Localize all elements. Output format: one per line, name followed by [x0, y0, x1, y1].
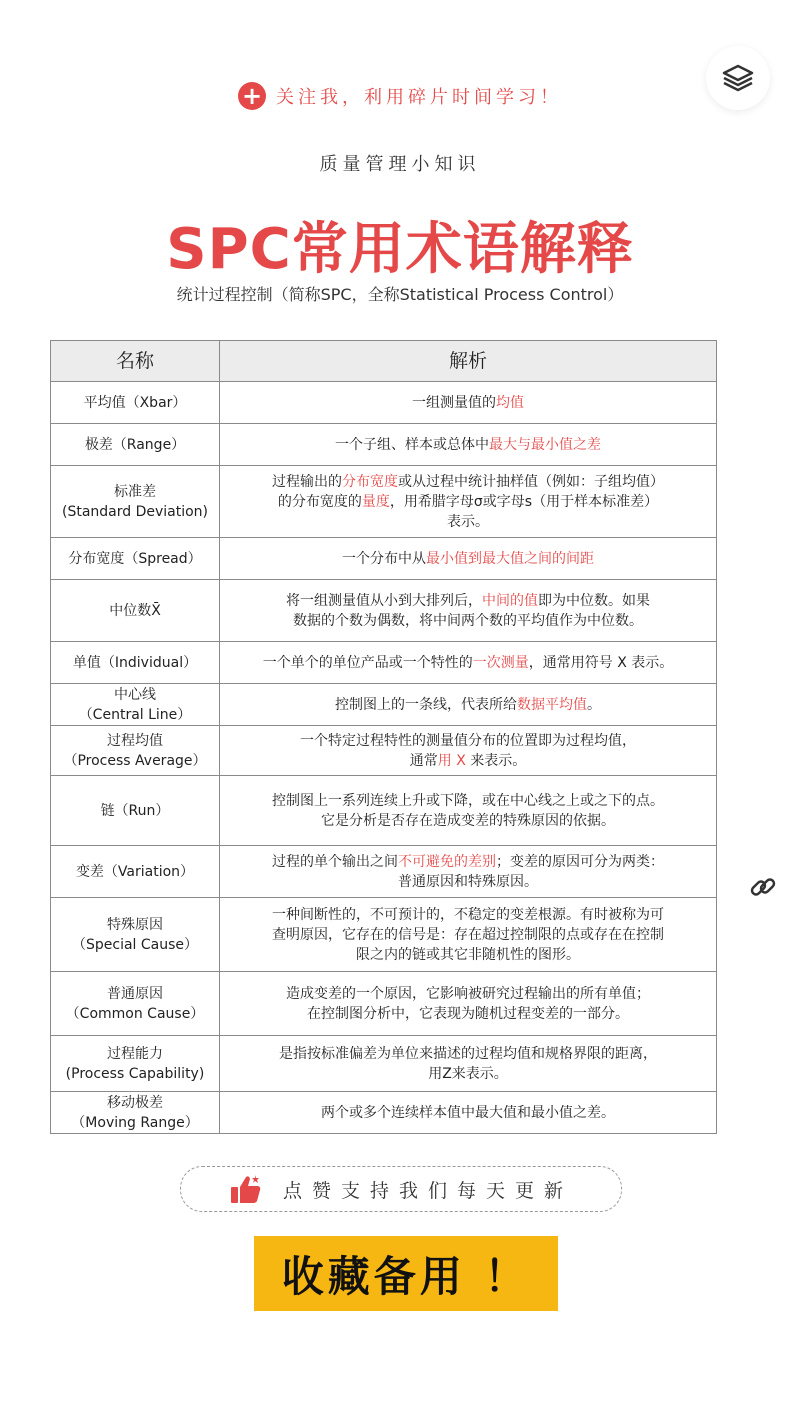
table-row [51, 1036, 717, 1092]
table-row [51, 684, 717, 726]
definition-line [226, 653, 710, 673]
definition-text: 数据的个数为偶数，将中间两个数的平均值作为中位数。 [293, 612, 643, 629]
term-name-cell [51, 846, 220, 898]
like-banner[interactable] [180, 1166, 622, 1212]
highlight-text: 一次测量 [472, 654, 529, 671]
definition-line [226, 791, 710, 811]
table-row [51, 776, 717, 846]
definition-line [226, 905, 710, 925]
term-name: （Central Line） [78, 706, 192, 723]
term-definition-cell [220, 1092, 717, 1134]
highlight-text: 最小值到最大值之间的间距 [426, 550, 594, 567]
definition-line [226, 472, 710, 492]
definition-text: 表示。 [447, 513, 489, 530]
highlight-text: 最大与最小值之差 [489, 436, 601, 453]
table-row [51, 972, 717, 1036]
page-description: 统计过程控制（简称SPC，全称Statistical Process Control） [176, 285, 624, 304]
definition-text: 一种间断性的，不可预计的，不稳定的变差根源。有时被称为可 [272, 906, 664, 923]
term-name-cell [51, 538, 220, 580]
term-name: （Moving Range） [71, 1114, 199, 1131]
definition-text: 一组测量值的 [412, 394, 496, 411]
term-definition-cell [220, 382, 717, 424]
like-text: 点赞支持我们每天更新 [282, 1179, 573, 1202]
definition-line [226, 1004, 710, 1024]
highlight-text: 分布宽度 [342, 473, 398, 490]
term-name: （Special Cause） [71, 936, 199, 953]
definition-text: 的分布宽度的 [277, 493, 362, 510]
definition-text: 通常 [409, 752, 438, 769]
term-name-cell [51, 972, 220, 1036]
table-row [51, 382, 717, 424]
definition-line [226, 945, 710, 965]
term-name: 链（Run） [100, 802, 170, 819]
term-definition-cell [220, 580, 717, 642]
term-name: 中位数X̄ [109, 602, 161, 619]
definition-line [226, 512, 710, 532]
definition-text: 控制图上一系列连续上升或下降，或在中心线之上或之下的点。 [272, 792, 664, 809]
term-definition-cell [220, 466, 717, 538]
term-name: 分布宽度（Spread） [68, 550, 202, 567]
definition-line [226, 731, 710, 751]
highlight-text: 量度 [361, 493, 390, 510]
term-definition-cell [220, 538, 717, 580]
term-name-cell [51, 642, 220, 684]
definition-line [226, 1044, 710, 1064]
term-name: 过程均值 [107, 732, 163, 749]
definition-text: 将一组测量值从小到大排列后， [286, 592, 482, 609]
term-name: (Standard Deviation) [61, 503, 209, 520]
definition-text: 用Z来表示。 [428, 1065, 508, 1082]
definition-line [226, 492, 710, 512]
definition-line [226, 1064, 710, 1084]
thumbs-up-icon [229, 1173, 263, 1205]
definition-text: 两个或多个连续样本值中最大值和最小值之差。 [321, 1104, 615, 1121]
terms-table [50, 340, 717, 1134]
definition-text: 是指按标准偏差为单位来描述的过程均值和规格界限的距离， [279, 1045, 657, 1062]
term-name-cell [51, 776, 220, 846]
term-definition-cell [220, 898, 717, 972]
term-name-cell [51, 466, 220, 538]
highlight-text: 均值 [496, 394, 524, 411]
definition-text: 过程的单个输出之间 [272, 853, 398, 870]
term-name: 标准差 [114, 483, 156, 500]
term-definition-cell [220, 726, 717, 776]
definition-text: 一个子组、样本或总体中 [335, 436, 489, 453]
term-definition-cell [220, 972, 717, 1036]
term-definition-cell [220, 424, 717, 466]
term-name: 单值（Individual） [72, 654, 198, 671]
term-name: （Process Average） [63, 752, 207, 769]
term-name: 过程能力 [107, 1045, 163, 1062]
table-row [51, 1092, 717, 1134]
definition-text: 过程输出的 [272, 473, 342, 490]
definition-text: 在控制图分析中，它表现为随机过程变差的一部分。 [307, 1005, 629, 1022]
definition-text: 即为中位数。如果 [538, 592, 650, 609]
term-name-cell [51, 1092, 220, 1134]
table-row [51, 466, 717, 538]
definition-line [226, 852, 710, 872]
table-row [51, 846, 717, 898]
table-header-row [51, 341, 717, 382]
link-icon[interactable] [748, 872, 778, 902]
definition-line [226, 393, 710, 413]
layers-icon [721, 61, 755, 95]
definition-text: 一个特定过程特性的测量值分布的位置即为过程均值， [300, 732, 636, 749]
definition-text: 查明原因，它存在的信号是：存在超过控制限的点或存在在控制 [272, 926, 664, 943]
definition-line [226, 925, 710, 945]
definition-line [226, 549, 710, 569]
definition-text: 它是分析是否存在造成变差的特殊原因的依据。 [321, 812, 615, 829]
highlight-text: 不可避免的差别 [398, 853, 496, 870]
definition-text: ；变差的原因可分为两类： [496, 853, 664, 870]
definition-text: ，用希腊字母σ或字母s（用于样本标准差） [389, 493, 659, 510]
highlight-text: 用 X [437, 752, 471, 769]
definition-text: 限之内的链或其它非随机性的图形。 [356, 946, 580, 963]
term-name: 极差（Range） [84, 436, 186, 453]
table-row [51, 424, 717, 466]
term-name: 特殊原因 [107, 916, 163, 933]
term-definition-cell [220, 776, 717, 846]
definition-text: 或从过程中统计抽样值（例如：子组均值） [398, 473, 664, 490]
table-row [51, 580, 717, 642]
definition-line [226, 811, 710, 831]
definition-text: 控制图上的一条线，代表所给 [335, 696, 517, 713]
term-definition-cell [220, 684, 717, 726]
definition-line [226, 872, 710, 892]
term-name-cell [51, 1036, 220, 1092]
term-name-cell [51, 684, 220, 726]
follow-banner [0, 80, 800, 112]
definition-text: 一个单个的单位产品或一个特性的 [262, 654, 473, 671]
definition-line [226, 751, 710, 771]
definition-line [226, 435, 710, 455]
table-row [51, 726, 717, 776]
definition-line [226, 1103, 710, 1123]
page-title: SPC常用术语解释 [166, 217, 634, 282]
term-name-cell [51, 898, 220, 972]
term-definition-cell [220, 1036, 717, 1092]
definition-line [226, 695, 710, 715]
term-name: 中心线 [114, 686, 156, 703]
definition-text: 普通原因和特殊原因。 [398, 873, 538, 890]
table-row [51, 538, 717, 580]
term-name-cell [51, 726, 220, 776]
definition-text: ，通常用符号 X 表示。 [528, 654, 674, 671]
term-name: 平均值（Xbar） [83, 394, 187, 411]
definition-text: 一个分布中从 [342, 550, 426, 567]
table-row [51, 898, 717, 972]
term-name: 移动极差 [107, 1094, 163, 1111]
term-name: 普通原因 [107, 985, 163, 1002]
header-analysis: 解析 [220, 341, 717, 382]
definition-line [226, 611, 710, 631]
definition-line [226, 984, 710, 1004]
header-name: 名称 [51, 341, 220, 382]
term-definition-cell [220, 642, 717, 684]
term-name-cell [51, 580, 220, 642]
definition-text: 造成变差的一个原因，它影响被研究过程输出的所有单值； [286, 985, 650, 1002]
subtitle-top: 质量管理小知识 [319, 154, 481, 175]
highlight-text: 数据平均值 [517, 696, 587, 713]
plus-icon[interactable]: + [238, 82, 266, 110]
term-name: （Common Cause） [65, 1005, 205, 1022]
collect-banner: 收藏备用 ！ [254, 1236, 558, 1311]
term-definition-cell [220, 846, 717, 898]
definition-text: 来表示。 [470, 752, 527, 769]
definition-text: 。 [587, 696, 601, 713]
term-name: (Process Capability) [65, 1065, 205, 1082]
highlight-text: 中间的值 [482, 592, 538, 609]
layers-button[interactable] [706, 46, 770, 110]
term-name-cell [51, 382, 220, 424]
follow-text: 关注我，利用碎片时间学习！ [276, 87, 562, 108]
term-name-cell [51, 424, 220, 466]
table-row [51, 642, 717, 684]
term-name: 变差（Variation） [75, 863, 195, 880]
definition-line [226, 591, 710, 611]
